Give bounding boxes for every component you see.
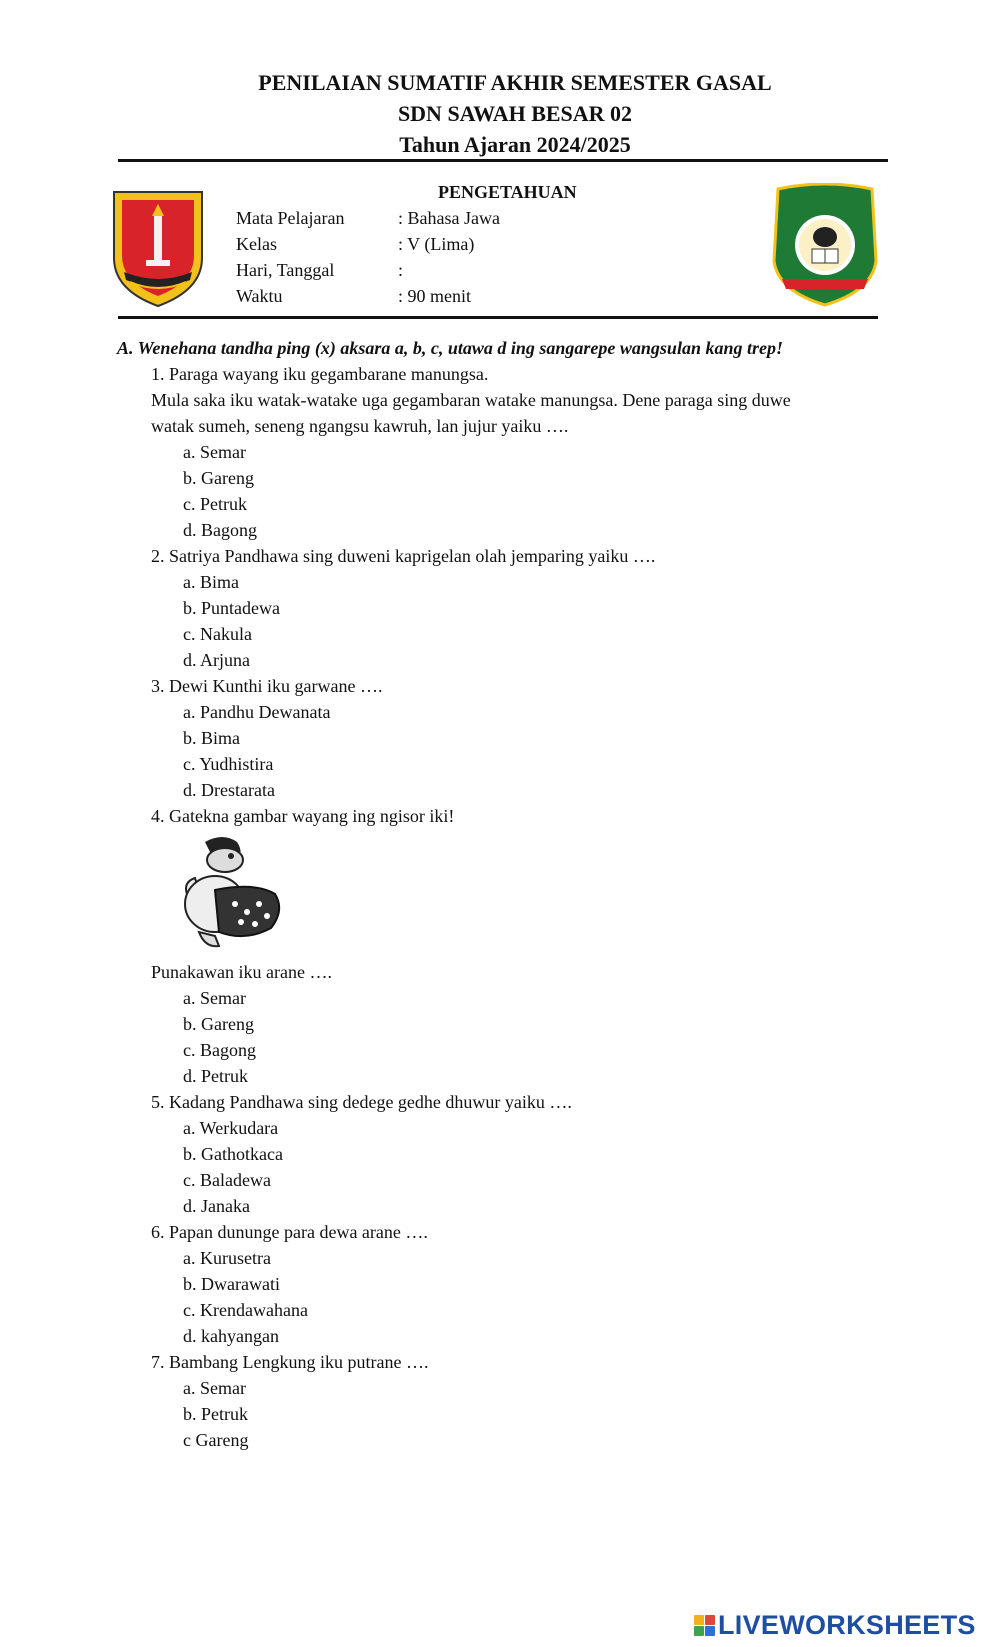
question-2: 2. Satriya Pandhawa sing duweni kaprigelan olah jemparing yaiku ….: [151, 546, 656, 566]
question-1-option-c[interactable]: c. Petruk: [183, 494, 247, 514]
section-heading: PENGETAHUAN: [438, 182, 577, 202]
info-value: : V (Lima): [398, 234, 475, 254]
question-5-option-c[interactable]: c. Baladewa: [183, 1170, 271, 1190]
question-4-option-d[interactable]: d. Petruk: [183, 1066, 248, 1086]
liveworksheets-mark-icon: [694, 1615, 715, 1636]
question-2-option-d[interactable]: d. Arjuna: [183, 650, 250, 670]
section-a-instruction: A. Wenehana tandha ping (x) aksara a, b, c, utawa d ing sangarepe wangsulan kang trep!: [117, 338, 783, 358]
question-5-option-b[interactable]: b. Gathotkaca: [183, 1144, 283, 1164]
info-value: : Bahasa Jawa: [398, 208, 500, 228]
question-7-option-b[interactable]: b. Petruk: [183, 1404, 248, 1424]
question-1-line-1: 1. Paraga wayang iku gegambarane manungsa.: [151, 364, 489, 384]
info-value: :: [398, 260, 404, 280]
question-1-option-b[interactable]: b. Gareng: [183, 468, 254, 488]
header-divider-bottom: [118, 316, 878, 319]
question-5-option-a[interactable]: a. Werkudara: [183, 1118, 279, 1138]
question-4-prompt: Punakawan iku arane ….: [151, 962, 332, 982]
question-3-option-d[interactable]: d. Drestarata: [183, 780, 275, 800]
question-6-option-c[interactable]: c. Krendawahana: [183, 1300, 308, 1320]
city-emblem: [110, 188, 206, 310]
question-1-option-d[interactable]: d. Bagong: [183, 520, 257, 540]
info-label: Kelas: [236, 234, 277, 254]
academic-year: Tahun Ajaran 2024/2025: [399, 132, 631, 157]
question-1-option-a[interactable]: a. Semar: [183, 442, 246, 462]
question-4: 4. Gatekna gambar wayang ing ngisor iki!: [151, 806, 455, 826]
question-1-line-2: Mula saka iku watak-watake uga gegambaran watake manungsa. Dene paraga sing duwe: [151, 390, 791, 410]
question-2-option-c[interactable]: c. Nakula: [183, 624, 252, 644]
school-emblem: [768, 183, 882, 310]
question-7-option-a[interactable]: a. Semar: [183, 1378, 246, 1398]
wayang-punakawan-illustration: [175, 832, 290, 954]
question-7: 7. Bambang Lengkung iku putrane ….: [151, 1352, 429, 1372]
school-name: SDN SAWAH BESAR 02: [397, 101, 633, 126]
question-3-option-c[interactable]: c. Yudhistira: [183, 754, 274, 774]
question-6-option-d[interactable]: d. kahyangan: [183, 1326, 279, 1346]
question-2-option-a[interactable]: a. Bima: [183, 572, 239, 592]
question-3-option-a[interactable]: a. Pandhu Dewanata: [183, 702, 331, 722]
question-6-option-a[interactable]: a. Kurusetra: [183, 1248, 271, 1268]
question-3: 3. Dewi Kunthi iku garwane ….: [151, 676, 383, 696]
question-4-option-c[interactable]: c. Bagong: [183, 1040, 256, 1060]
question-3-option-b[interactable]: b. Bima: [183, 728, 240, 748]
question-4-option-a[interactable]: a. Semar: [183, 988, 246, 1008]
question-7-option-c[interactable]: c Gareng: [183, 1430, 249, 1450]
info-value: : 90 menit: [398, 286, 471, 306]
info-label: Mata Pelajaran: [236, 208, 345, 228]
question-5-option-d[interactable]: d. Janaka: [183, 1196, 250, 1216]
liveworksheets-brand: LIVEWORKSHEETS: [718, 1609, 976, 1640]
info-label: Waktu: [236, 286, 283, 306]
exam-title: PENILAIAN SUMATIF AKHIR SEMESTER GASAL: [258, 70, 772, 95]
question-2-option-b[interactable]: b. Puntadewa: [183, 598, 280, 618]
question-1-line-3: watak sumeh, seneng ngangsu kawruh, lan jujur yaiku ….: [151, 416, 569, 436]
question-6-option-b[interactable]: b. Dwarawati: [183, 1274, 280, 1294]
info-label: Hari, Tanggal: [236, 260, 335, 280]
liveworksheets-logo[interactable]: [694, 1610, 976, 1640]
header-divider-top: [118, 159, 888, 162]
question-4-option-b[interactable]: b. Gareng: [183, 1014, 254, 1034]
question-6: 6. Papan dununge para dewa arane ….: [151, 1222, 428, 1242]
question-5: 5. Kadang Pandhawa sing dedege gedhe dhuwur yaiku ….: [151, 1092, 572, 1112]
